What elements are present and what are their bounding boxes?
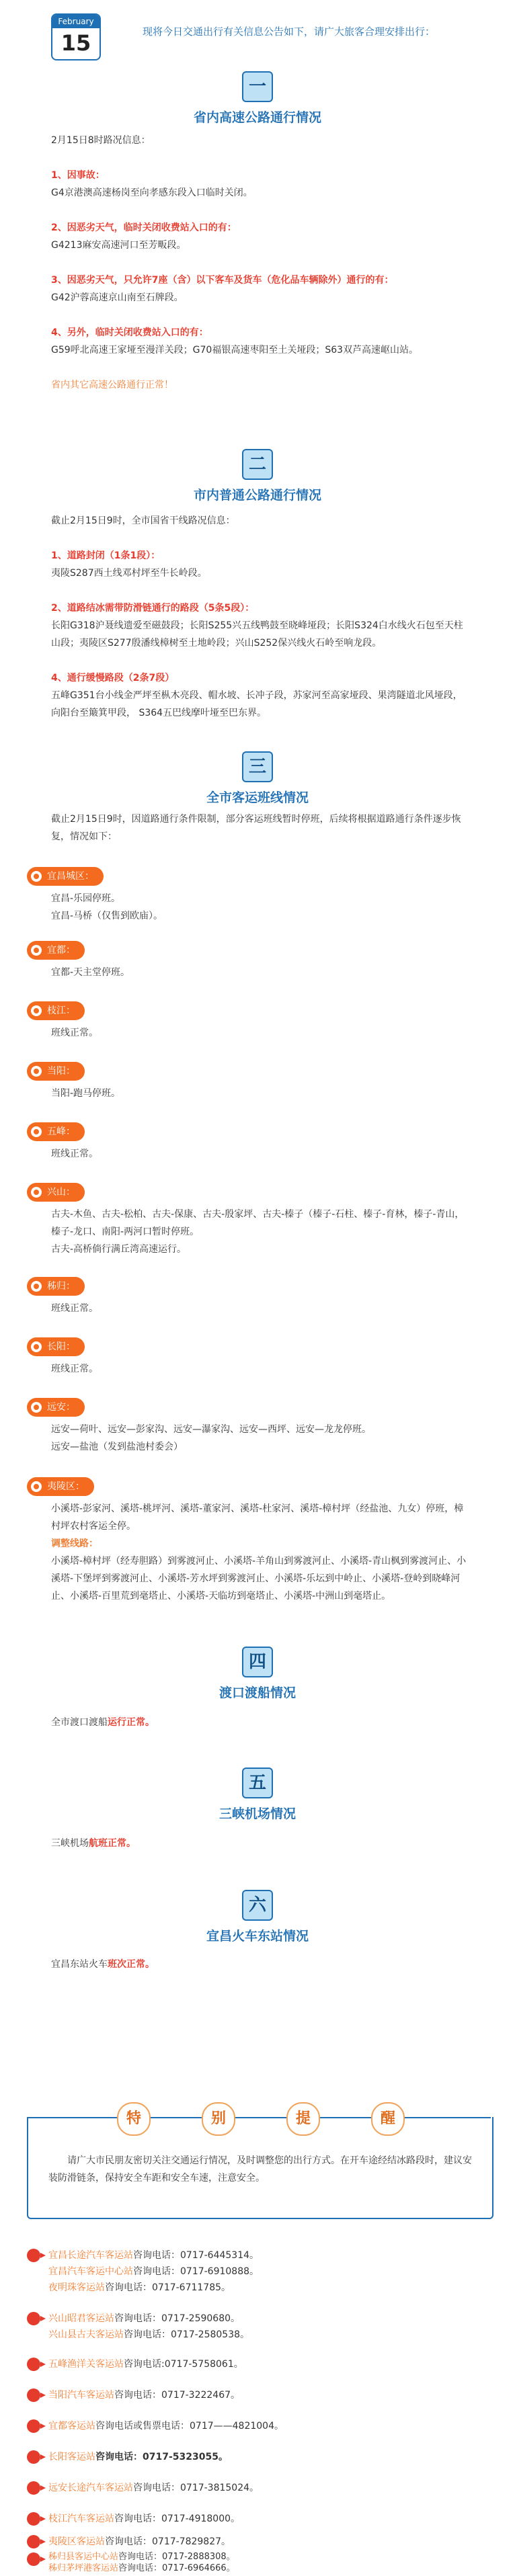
bus-group-label: 兴山： xyxy=(27,1183,85,1202)
bus-group-label: 远安： xyxy=(27,1398,85,1417)
highway-h2: 2、因恶劣天气，临时关闭收费站入口的有： xyxy=(51,222,237,233)
tips-char: 醒 xyxy=(371,2102,405,2136)
section-number-badge: 三 xyxy=(242,751,273,782)
bus-group-label: 秭归： xyxy=(27,1277,85,1296)
contact-line: 当阳汽车客运站咨询电话：0717-3222467。 xyxy=(48,2390,241,2401)
calendar-day: 15 xyxy=(61,30,91,56)
phone-icon xyxy=(27,2512,40,2526)
bus-group-body xyxy=(51,1145,468,1163)
phone-icon xyxy=(27,2535,40,2548)
phone-icon xyxy=(27,2552,40,2566)
section-title: 全市客运班线情况 xyxy=(206,790,309,805)
contact-group xyxy=(27,2418,491,2434)
calendar-icon xyxy=(51,13,101,60)
bus-group-label: 当阳： xyxy=(27,1062,85,1081)
road-h2: 2、道路结冰需带防滑链通行的路段（5条5段）： xyxy=(51,603,255,614)
bus-line: 小溪塔-彭家河、溪塔-桃坪河、溪塔-董家河、溪塔-杜家河、溪塔-樟村坪（经盐池、九女）停班，樟村坪农村客运全停。 xyxy=(51,1503,464,1532)
bus-line: 宜昌-马桥（仅售到欧庙）。 xyxy=(51,911,163,921)
contact-line: 长阳客运站咨询电话：0717-5323055。 xyxy=(48,2452,228,2462)
section-title: 三峡机场情况 xyxy=(219,1806,296,1821)
phone-icon xyxy=(27,2450,40,2464)
bus-line: 班线正常。 xyxy=(51,1303,98,1314)
bus-group-body xyxy=(51,1421,468,1456)
contact-line: 宜都客运站咨询电话或售票电话：0717——4821004。 xyxy=(48,2421,284,2432)
road-p3: 五峰G351台小线金严坪至枞木亮段、帽水坡、长冲子段，苏家河至高家垭段、果湾隧道北风垭段，向阳台至簸箕甲段， S364五巴线摩叶垭至巴东界。 xyxy=(51,690,463,718)
bus-line: 当阳-跑马停班。 xyxy=(51,1088,121,1099)
highway-lead: 2月15日8时路况信息： xyxy=(51,135,151,146)
calendar-month: February xyxy=(52,15,100,28)
highway-p1: G4京港澳高速杨岗至向孝感东段入口临时关闭。 xyxy=(51,188,253,198)
section-title: 市内普通公路通行情况 xyxy=(193,488,321,503)
contact-group xyxy=(27,2534,491,2550)
contact-group xyxy=(27,2551,491,2574)
phone-icon xyxy=(27,2358,40,2371)
train-status: 班次正常。 xyxy=(108,1959,155,1970)
contact-group xyxy=(27,2311,491,2343)
ferry-status: 运行正常。 xyxy=(108,1717,155,1728)
highway-block xyxy=(51,132,468,394)
highway-h4: 4、另外，临时关闭收费站入口的有： xyxy=(51,327,208,338)
highway-p3: G42沪蓉高速京山南至石牌段。 xyxy=(51,292,184,303)
tips-char: 特 xyxy=(117,2102,151,2136)
road-p2: 长阳G318沪聂线遗爱至磁鼓段；长阳S255兴五线鸭鼓至晓峰垭段；长阳S324白水线火石包至天柱山段；夷陵区S277殷潘线樟树至土地岭段；兴山S252保兴线火石岭至响龙段。 xyxy=(51,620,463,649)
bus-group-label: 长阳： xyxy=(27,1337,85,1356)
road-lead: 截止2月15日9时，全市国省干线路况信息： xyxy=(51,515,235,526)
bus-line: 古夫-高桥倘行满丘湾高速运行。 xyxy=(51,1244,187,1255)
contact-group xyxy=(27,2356,491,2372)
bus-group-body xyxy=(51,964,468,981)
contact-line: 夷陵区客运站咨询电话：0717-7829827。 xyxy=(48,2536,231,2547)
section-train-heading xyxy=(0,1890,515,1944)
highway-h1: 1、因事故： xyxy=(51,170,105,181)
phone-icon xyxy=(27,2388,40,2402)
contact-line: 兴山县古夫客运站咨询电话：0717-2580538。 xyxy=(48,2329,250,2340)
section-number-badge: 二 xyxy=(242,449,273,480)
bus-group-body xyxy=(51,1300,468,1317)
bus-line: 宜都-天主堂停班。 xyxy=(51,967,130,978)
contact-group xyxy=(27,2511,491,2527)
bus-group-body xyxy=(51,1024,468,1042)
bus-group-body xyxy=(51,890,468,925)
ferry-status-text: 全市渡口渡船运行正常。 xyxy=(51,1717,155,1728)
bus-line: 班线正常。 xyxy=(51,1028,98,1038)
bus-group-label: 宜都： xyxy=(27,941,85,960)
bus-group-label: 夷陵区： xyxy=(27,1477,94,1496)
road-h3: 4、通行缓慢路段（2条7段） xyxy=(51,673,175,683)
bus-line: 远安—荷叶、远安—彭家沟、远安—瀑家沟、远安—西坪、远安—龙龙停班。 xyxy=(51,1424,371,1435)
road-block xyxy=(51,512,468,722)
contact-line: 远安长途汽车客运站咨询电话：0717-3815024。 xyxy=(48,2483,260,2493)
section-highway-heading xyxy=(0,71,515,126)
contact-line: 枝江汽车客运站咨询电话：0717-4918000。 xyxy=(48,2513,241,2524)
contact-group xyxy=(27,2247,491,2296)
phone-icon xyxy=(27,2312,40,2325)
airport-status-text: 三峡机场航班正常。 xyxy=(51,1838,136,1849)
bus-line: 班线正常。 xyxy=(51,1364,98,1374)
intro-text: 现将今日交通出行有关信息公告如下，请广大旅客合理安排出行： xyxy=(143,26,436,38)
tips-text: 请广大市民朋友密切关注交通运行情况，及时调整您的出行方式。在开车途经结冰路段时，建议安装防滑链条，保持安全车距和安全车速，注意安全。 xyxy=(48,2155,472,2184)
contact-line: 秭归县客运中心站咨询电话：0717-2888308。 xyxy=(48,2552,235,2562)
bus-group-body xyxy=(51,1085,468,1102)
phone-icon xyxy=(27,2419,40,2433)
train-status-text: 宜昌东站火车班次正常。 xyxy=(51,1959,155,1970)
contact-line: 兴山昭君客运站咨询电话：0717-2590680。 xyxy=(48,2313,241,2324)
header xyxy=(0,0,515,60)
section-number-badge: 六 xyxy=(242,1890,273,1921)
section-ferry-heading xyxy=(0,1647,515,1701)
section-title: 宜昌火车东站情况 xyxy=(206,1929,309,1944)
section-airport-heading xyxy=(0,1768,515,1822)
contact-line: 五峰渔洋关客运站咨询电话:0717-5758061。 xyxy=(48,2359,243,2370)
phone-icon xyxy=(27,2481,40,2495)
adjust-routes-label: 调整线路： xyxy=(51,1538,98,1549)
airport-status: 航班正常。 xyxy=(89,1838,136,1849)
bus-group-label: 宜昌城区： xyxy=(27,867,104,886)
tips-char: 别 xyxy=(202,2102,235,2136)
contact-group xyxy=(27,2449,491,2465)
section-title: 省内高速公路通行情况 xyxy=(193,110,321,125)
highway-p2: G4213麻安高速河口至芳畈段。 xyxy=(51,240,186,251)
bus-line: 古夫-木鱼、古夫-松柏、古夫-保康、古夫-殷家坪、古夫-榛子（榛子-石柱、榛子-育林，榛子-青山，榛子-龙口、南阳-两河口暂时停班。 xyxy=(51,1209,465,1237)
tips-box xyxy=(27,2117,493,2219)
contact-line: 宜昌长途汽车客运站咨询电话：0717-6445314。 xyxy=(48,2250,260,2261)
section-number-badge: 五 xyxy=(242,1768,273,1798)
bus-line: 小溪塔-樟村坪（经寿胆路）到雾渡河止、小溪塔-羊角山到雾渡河止、小溪塔-青山枫到雾渡河止、小溪塔-下堡坪到雾渡河止、小溪塔-芳水坪到雾渡河止、小溪塔-乐坛到中岭止、小溪塔-登岭到晓峰河止、小溪塔-百里荒到毫塔止、小溪塔-天临坊到毫塔止、小溪塔-中洲山到毫塔止。 xyxy=(51,1556,467,1602)
contact-line: 宜昌汽车客运中心站咨询电话：0717-6910888。 xyxy=(48,2266,260,2277)
bus-line: 班线正常。 xyxy=(51,1149,98,1159)
bus-lead: 截止2月15日9时，因道路通行条件限制，部分客运班线暂时停班，后续将根据道路通行条件逐步恢复，情况如下： xyxy=(51,814,461,842)
bus-group-body xyxy=(51,1206,468,1258)
section-number-badge: 一 xyxy=(242,71,273,102)
contact-line: 夜明珠客运站咨询电话：0717-6711785。 xyxy=(48,2282,231,2293)
section-number-badge: 四 xyxy=(242,1647,273,1677)
contact-line: 秭归茅坪港客运站咨询电话：0717-6964666。 xyxy=(48,2563,235,2573)
road-p1: 夷陵S287西土线邓村坪至牛长岭段。 xyxy=(51,568,207,579)
bus-line: 远安—盐池（发到盐池村委会） xyxy=(51,1442,183,1452)
section-road-heading xyxy=(0,449,515,503)
highway-h3: 3、因恶劣天气，只允许7座（含）以下客车及货车（危化品车辆除外）通行的有： xyxy=(51,275,394,286)
highway-foot: 省内其它高速公路通行正常！ xyxy=(51,380,173,390)
contact-group xyxy=(27,2387,491,2403)
tips-char: 提 xyxy=(286,2102,320,2136)
road-h1: 1、道路封闭（1条1段）： xyxy=(51,550,161,561)
bus-group-body xyxy=(51,1360,468,1378)
bus-line: 宜昌-乐园停班。 xyxy=(51,893,121,904)
bus-group-body-yiling xyxy=(51,1500,468,1605)
section-bus-heading xyxy=(0,751,515,806)
section-title: 渡口渡船情况 xyxy=(219,1686,296,1700)
contact-group xyxy=(27,2480,491,2496)
highway-p4: G59呼北高速王家垭至漫洋关段；G70福银高速枣阳至土关垭段；S63双芦高速岖山站。 xyxy=(51,345,419,356)
bus-group-label: 枝江： xyxy=(27,1001,85,1020)
phone-icon xyxy=(27,2249,40,2262)
bus-group-label: 五峰： xyxy=(27,1122,85,1141)
